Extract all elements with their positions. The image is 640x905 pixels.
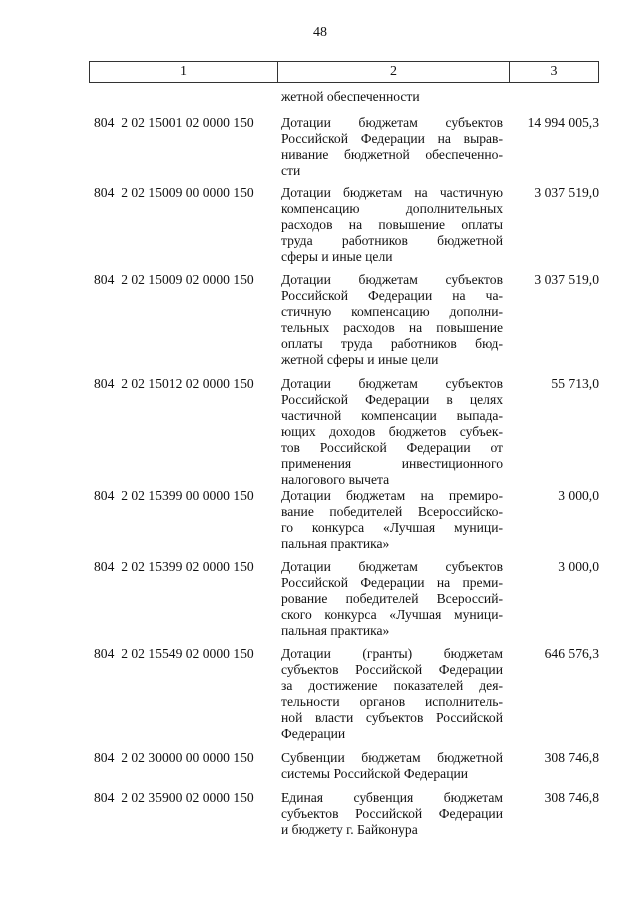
item-name (281, 272, 503, 368)
item-name-line: субъектов Российской Федерации (281, 806, 503, 821)
item-name-line: компенсацию дополнительных (281, 201, 503, 216)
amount: 14 994 005,3 (527, 115, 599, 130)
item-name (281, 750, 503, 782)
item-name-line: го конкурса «Лучшая муници- (281, 520, 503, 535)
budget-code: 804 2 02 15399 00 0000 150 (94, 488, 254, 503)
item-name-line: налогового вычета (281, 472, 390, 487)
item-name (281, 646, 503, 742)
item-name-line: Дотации бюджетам субъектов (281, 376, 503, 391)
item-name-line: нивание бюджетной обеспеченно- (281, 147, 503, 162)
header-col-2: 2 (278, 62, 510, 82)
amount: 3 037 519,0 (534, 272, 599, 287)
item-name-line: ющих доходов бюджетов субъек- (281, 424, 503, 439)
item-name-line: системы Российской Федерации (281, 766, 469, 781)
item-name-line: пальная практика» (281, 623, 390, 638)
amount: 3 000,0 (558, 559, 599, 574)
item-name-line: труда работников бюджетной (281, 233, 503, 248)
item-name-line: ной власти субъектов Российской (281, 710, 503, 725)
budget-code: 804 2 02 15012 02 0000 150 (94, 376, 254, 391)
item-name-line: рование победителей Всероссий- (281, 591, 503, 606)
budget-code: 804 2 02 15001 02 0000 150 (94, 115, 254, 130)
amount: 646 576,3 (544, 646, 599, 661)
item-name (281, 488, 503, 552)
item-name (281, 559, 503, 639)
item-name (281, 185, 503, 265)
item-name (281, 115, 503, 179)
budget-code: 804 2 02 15399 02 0000 150 (94, 559, 254, 574)
item-name-line: Дотации бюджетам субъектов (281, 559, 503, 574)
item-name-line: оплаты труда работников бюд- (281, 336, 503, 351)
item-name-line: ского конкурса «Лучшая муници- (281, 607, 503, 622)
budget-code: 804 2 02 15009 00 0000 150 (94, 185, 254, 200)
item-name-line: вание победителей Всероссийско- (281, 504, 503, 519)
item-name-line: сти (281, 163, 301, 178)
item-name-line: Российской Федерации на преми- (281, 575, 503, 590)
budget-code: 804 2 02 30000 00 0000 150 (94, 750, 254, 765)
item-name-line: Российской Федерации на ча- (281, 288, 503, 303)
item-name (281, 376, 503, 488)
item-name-line: субъектов Российской Федерации (281, 662, 503, 677)
item-name-line: Единая субвенция бюджетам (281, 790, 503, 805)
item-name-line: Федерации (281, 726, 346, 741)
item-name-line: пальная практика» (281, 536, 390, 551)
page-number: 48 (313, 25, 327, 40)
item-name-line: тельных расходов на повышение (281, 320, 503, 335)
amount: 3 000,0 (558, 488, 599, 503)
item-name-line: за достижение показателей дея- (281, 678, 503, 693)
budget-code: 804 2 02 35900 02 0000 150 (94, 790, 254, 805)
budget-code: 804 2 02 15009 02 0000 150 (94, 272, 254, 287)
item-name-line: частичной компенсации выпада- (281, 408, 503, 423)
item-name-line: тельности органов исполнитель- (281, 694, 503, 709)
item-name-line: применения инвестиционного (281, 456, 503, 471)
item-name (281, 790, 503, 838)
item-name-line: Дотации бюджетам на премиро- (281, 488, 503, 503)
item-name-line: Дотации бюджетам субъектов (281, 272, 503, 287)
item-name-line: расходов на повышение оплаты (281, 217, 503, 232)
table-header (89, 61, 599, 83)
item-name-line: Российской Федерации на вырав- (281, 131, 503, 146)
item-name-line: Дотации (гранты) бюджетам (281, 646, 503, 661)
item-name-line: Дотации бюджетам на частичную (281, 185, 503, 200)
amount: 3 037 519,0 (534, 185, 599, 200)
continuation-text: жетной обеспеченности (281, 89, 420, 104)
item-name-line: Дотации бюджетам субъектов (281, 115, 503, 130)
budget-code: 804 2 02 15549 02 0000 150 (94, 646, 254, 661)
item-name-line: сферы и иные цели (281, 249, 393, 264)
item-name-line: Субвенции бюджетам бюджетной (281, 750, 503, 765)
item-name-line: стичную компенсацию дополни- (281, 304, 503, 319)
amount: 308 746,8 (544, 790, 599, 805)
header-col-3: 3 (550, 64, 558, 79)
item-name-line: Российской Федерации в целях (281, 392, 503, 407)
amount: 308 746,8 (544, 750, 599, 765)
item-name-line: и бюджету г. Байконура (281, 822, 418, 837)
item-name-line: тов Российской Федерации от (281, 440, 503, 455)
header-col-1: 1 (90, 62, 278, 82)
amount: 55 713,0 (551, 376, 599, 391)
item-name-line: жетной сферы и иные цели (281, 352, 439, 367)
